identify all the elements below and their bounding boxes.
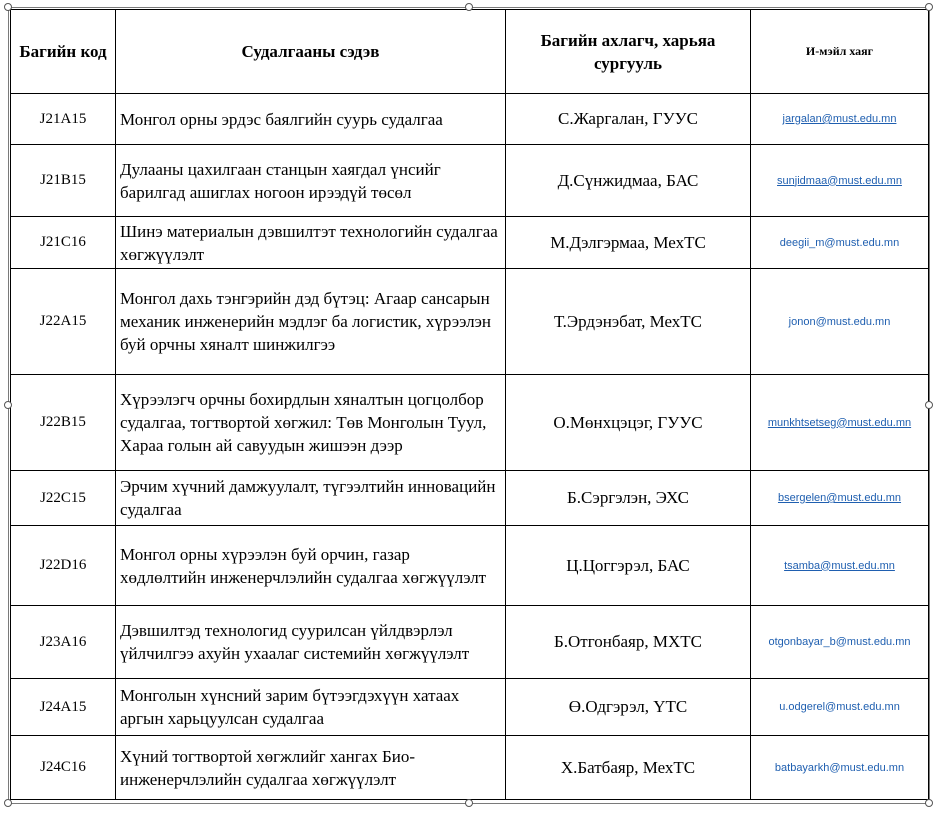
team-leader: М.Дэлгэрмаа, МехТС [506, 217, 751, 269]
resize-handle-bottom-left[interactable] [4, 799, 12, 807]
header-email: И-мэйл хаяг [751, 10, 929, 94]
table-row [11, 526, 929, 606]
team-leader: Т.Эрдэнэбат, МехТС [506, 269, 751, 375]
research-topic: Хүрээлэгч орчны бохирдлын хяналтын цогцолбор судалгаа, тогтвортой хөгжил: Төв Монголын Туул, Хараа голын ай савуудын жишээн дээр [116, 375, 506, 471]
email-link[interactable]: bsergelen@must.edu.mn [777, 492, 902, 504]
team-code: J23A16 [11, 606, 116, 679]
email-link[interactable]: jargalan@must.edu.mn [782, 113, 897, 125]
email-text: batbayarkh@must.edu.mn [774, 761, 905, 774]
team-leader: Б.Сэргэлэн, ЭХС [506, 471, 751, 526]
team-leader: Ө.Одгэрэл, ҮТС [506, 679, 751, 736]
resize-handle-top-left[interactable] [4, 3, 12, 11]
email-text: u.odgerel@must.edu.mn [779, 701, 900, 713]
table-row [11, 375, 929, 471]
table-row [11, 679, 929, 736]
email-link[interactable]: sunjidmaa@must.edu.mn [777, 174, 902, 187]
research-topic: Монголын хүнсний зарим бүтээгдэхүүн хатаах аргын харьцуулсан судалгаа [116, 679, 506, 736]
table-row [11, 94, 929, 145]
table-frame[interactable] [8, 7, 930, 804]
table-row [11, 471, 929, 526]
table-row [11, 606, 929, 679]
resize-handle-bottom-right[interactable] [925, 799, 933, 807]
team-code: J21B15 [11, 145, 116, 217]
resize-handle-top-right[interactable] [925, 3, 933, 11]
team-code: J21C16 [11, 217, 116, 269]
header-code: Багийн код [11, 10, 116, 94]
team-leader: Б.Отгонбаяр, МХТС [506, 606, 751, 679]
research-topic: Шинэ материалын дэвшилтэт технологийн судалгаа хөгжүүлэлт [116, 217, 506, 269]
research-topic: Монгол орны хүрээлэн буй орчин, газар хөдлөлтийн инженерчлэлийн судалгаа хөгжүүлэлт [116, 526, 506, 606]
team-leader: Х.Батбаяр, МехТС [506, 736, 751, 800]
team-code: J22C15 [11, 471, 116, 526]
team-leader: С.Жаргалан, ГУУС [506, 94, 751, 145]
table-row [11, 269, 929, 375]
team-code: J21A15 [11, 94, 116, 145]
team-code: J22D16 [11, 526, 116, 606]
email-link[interactable]: munkhtsetseg@must.edu.mn [767, 416, 912, 429]
team-leader: Ц.Цоггэрэл, БАС [506, 526, 751, 606]
team-leader: О.Мөнхцэцэг, ГУУС [506, 375, 751, 471]
resize-handle-middle-right[interactable] [925, 401, 933, 409]
header-topic: Судалгааны сэдэв [116, 10, 506, 94]
research-topic: Дэвшилтэд технологид суурилсан үйлдвэрлэл үйлчилгээ ахуйн ухаалаг системийн хөгжүүлэлт [116, 606, 506, 679]
research-topic: Хүний тогтвортой хөгжлийг хангах Био-инженерчлэлийн судалгаа хөгжүүлэлт [116, 736, 506, 800]
research-teams-table [10, 9, 929, 800]
email-text: otgonbayar_b@must.edu.mn [768, 636, 911, 648]
research-topic: Монгол орны эрдэс баялгийн суурь судалгаа [116, 94, 506, 145]
research-topic: Дулааны цахилгаан станцын хаягдал үнсийг барилгад ашиглах ногоон ирээдүй төсөл [116, 145, 506, 217]
team-code: J24A15 [11, 679, 116, 736]
research-topic: Монгол дахь тэнгэрийн дэд бүтэц: Агаар сансарын механик инженерийн мэдлэг ба логистик, хүрээлэн буй орчны хяналт шинжилгээ [116, 269, 506, 375]
team-leader: Д.Сүнжидмаа, БАС [506, 145, 751, 217]
email-text: jonon@must.edu.mn [788, 315, 891, 328]
table-row [11, 217, 929, 269]
resize-handle-bottom-center[interactable] [465, 799, 473, 807]
resize-handle-top-center[interactable] [465, 3, 473, 11]
research-topic: Эрчим хүчний дамжуулалт, түгээлтийн инновацийн судалгаа [116, 471, 506, 526]
email-link[interactable]: tsamba@must.edu.mn [784, 559, 895, 572]
table-row [11, 145, 929, 217]
table-row [11, 736, 929, 800]
team-code: J22B15 [11, 375, 116, 471]
team-code: J22A15 [11, 269, 116, 375]
resize-handle-middle-left[interactable] [4, 401, 12, 409]
header-advisor: Багийн ахлагч, харьяа сургууль [506, 10, 751, 94]
email-text: deegii_m@must.edu.mn [779, 236, 900, 249]
header-row [11, 10, 929, 94]
team-code: J24C16 [11, 736, 116, 800]
